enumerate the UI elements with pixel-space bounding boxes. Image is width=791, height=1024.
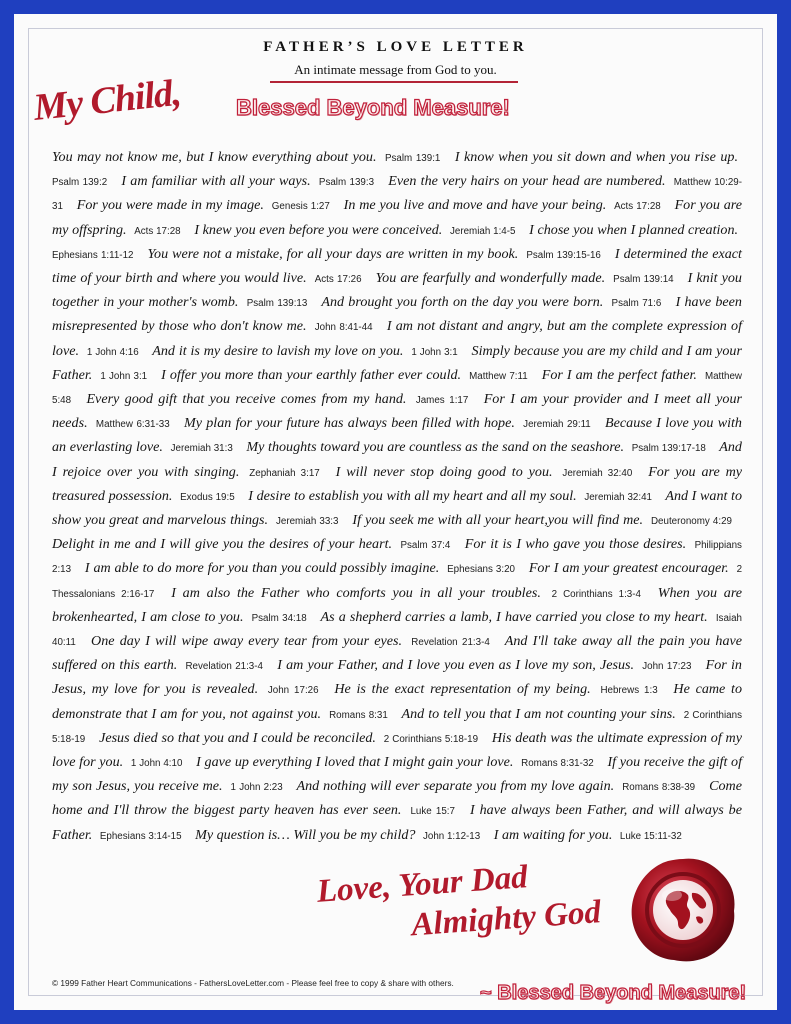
letter-sentence: As a shepherd carries a lamb, I have carried you close to my heart.	[320, 608, 708, 625]
letter-sentence: I gave up everything I loved that I might gain your love.	[196, 754, 514, 771]
letter-sentence: Because I love you with an everlasting love.	[52, 415, 742, 456]
letter-sentence: I will never stop doing good to you.	[335, 463, 553, 480]
scripture-reference: Jeremiah 1:4-5	[449, 225, 516, 237]
copyright-notice: © 1999 Father Heart Communications - FathersLoveLetter.com - Please feel free to copy & share with others.	[52, 978, 454, 988]
scripture-reference: Acts 17:28	[134, 225, 181, 237]
scripture-reference: Deuteronomy 4:29	[650, 516, 732, 528]
closing-line-1: Love, Your Dad	[315, 859, 529, 910]
letter-sentence: Jesus died so that you and I could be reconciled.	[99, 729, 376, 746]
letter-sentence: For you are my offspring.	[52, 197, 742, 238]
letter-sentence: And nothing will ever separate you from my love again.	[296, 778, 615, 795]
scripture-reference: 1 John 4:16	[86, 346, 139, 358]
letter-sentence: Even the very hairs on your head are numbered.	[388, 173, 666, 190]
letter-sentence: His death was the ultimate expression of my love for you.	[52, 729, 742, 771]
scripture-reference: Psalm 139:17-18	[631, 443, 706, 455]
letter-sentence: For you are my treasured possession.	[52, 463, 743, 504]
letter-sentence: For I am the perfect father.	[541, 366, 697, 383]
scripture-reference: Ephesians 3:14-15	[99, 830, 182, 842]
letter-sentence: And I want to show you great and marvelous things.	[52, 487, 742, 529]
letter-sentence: I am familiar with all your ways.	[121, 173, 311, 190]
letter-sentence: For you were made in my image.	[76, 197, 264, 214]
letter-sentence: And I rejoice over you with singing.	[52, 439, 742, 480]
scripture-reference: Ephesians 3:20	[447, 564, 515, 576]
scripture-reference: Psalm 34:18	[251, 612, 307, 624]
letter-sentence: If you receive the gift of my son Jesus, you receive me.	[52, 754, 743, 795]
scripture-reference: Revelation 21:3-4	[185, 661, 263, 673]
scripture-reference: Romans 8:38-39	[622, 782, 696, 794]
scripture-reference: John 8:41-44	[314, 322, 373, 334]
letter-sentence: I offer you more than your earthly father ever could.	[161, 366, 462, 383]
scripture-reference: Matthew 6:31-33	[95, 419, 170, 431]
scripture-reference: 2 Corinthians 5:18-19	[383, 733, 479, 745]
letter-sentence: For I am your greatest encourager.	[528, 560, 729, 577]
letter-sentence: In me you live and move and have your being.	[343, 197, 607, 214]
scripture-reference: Jeremiah 32:41	[584, 491, 652, 503]
scripture-reference: Exodus 19:5	[180, 491, 235, 503]
letter-sentence: I have been misrepresented by those who don't know me.	[52, 294, 742, 335]
letter-sentence: Simply because you are my child and I am your Father.	[52, 342, 742, 383]
letter-sentence: Delight in me and I will give you the desires of your heart.	[52, 536, 393, 553]
scripture-reference: Psalm 139:1	[384, 153, 441, 164]
letter-sentence: I am not distant and angry, but am the complete expression of love.	[52, 318, 743, 359]
letter-sentence: For it is I who gave you those desires.	[464, 536, 687, 553]
scripture-reference: Philippians 2:13	[52, 540, 742, 576]
scripture-reference: Psalm 37:4	[400, 540, 451, 552]
scripture-reference: Romans 8:31-32	[521, 758, 594, 770]
letter-sentence: You may not know me, but I know everything about you.	[52, 149, 377, 165]
scripture-reference: 1 John 4:10	[130, 758, 183, 770]
greeting: My Child,	[31, 71, 183, 130]
scripture-reference: Luke 15:7	[410, 806, 455, 818]
letter-sentence: My plan for your future has always been filled with hope.	[183, 415, 515, 432]
watermark-top: Blessed Beyond Measure!	[236, 95, 510, 120]
letter-sentence: I chose you when I planned creation.	[529, 221, 739, 238]
scripture-reference: Matthew 5:48	[52, 370, 742, 407]
letter-sentence: Come home and I'll throw the biggest party heaven has ever seen.	[52, 778, 742, 819]
scripture-reference: Psalm 139:3	[318, 177, 375, 189]
letter-sentence: If you seek me with all your heart,you will find me.	[352, 512, 644, 529]
scripture-reference: Ephesians 1:11-12	[52, 249, 134, 261]
scripture-reference: 1 John 2:23	[230, 782, 283, 794]
page-title: FATHER’S LOVE LETTER	[263, 39, 528, 55]
letter-sentence: I knit you together in your mother's womb.	[52, 270, 742, 311]
letter-sentence: I am your Father, and I love you even as I love my son, Jesus.	[277, 657, 635, 674]
scripture-reference: John 1:12-13	[423, 830, 481, 842]
closing-line-2: Almighty God	[410, 894, 603, 944]
scripture-reference: Matthew 10:29-31	[52, 177, 742, 213]
letter-sentence: I desire to establish you with all my heart and all my soul.	[248, 487, 577, 504]
page-subtitle: An intimate message from God to you.	[294, 62, 497, 77]
scripture-reference: Jeremiah 31:3	[170, 443, 233, 455]
letter-sentence: I have always been Father, and will always be Father.	[52, 802, 742, 843]
scripture-reference: Matthew 7:11	[469, 370, 528, 382]
letter-sentence: You were not a mistake, for all your days are written in my book.	[147, 245, 519, 262]
letter-sentence: And it is my desire to lavish my love on you.	[152, 342, 404, 359]
letter-sentence: My question is… Will you be my child?	[195, 826, 416, 843]
watermark-bottom: ~ Blessed Beyond Measure!	[480, 982, 747, 1004]
letter-sentence: He is the exact representation of my being.	[334, 681, 591, 698]
scripture-reference: John 17:23	[642, 661, 692, 673]
scripture-reference: Jeremiah 29:11	[523, 419, 591, 431]
letter-sentence: Every good gift that you receive comes from my hand.	[86, 391, 407, 408]
scripture-reference: 1 John 3:1	[100, 370, 148, 382]
scripture-reference: Psalm 71:6	[611, 298, 662, 310]
scripture-reference: Psalm 139:2	[52, 177, 108, 189]
scripture-reference: Jeremiah 32:40	[562, 467, 633, 479]
scripture-reference: Genesis 1:27	[271, 201, 330, 213]
scripture-reference: 1 John 3:1	[411, 346, 458, 358]
globe-wax-seal-icon	[628, 855, 738, 965]
scripture-reference: Psalm 139:15-16	[526, 249, 601, 261]
scripture-reference: Psalm 139:13	[246, 298, 308, 310]
scripture-reference: Zephaniah 3:17	[249, 467, 320, 479]
letter-sentence: And to tell you that I am not counting your sins.	[401, 705, 676, 722]
letter-sentence: When you are brokenhearted, I am close to you.	[52, 584, 743, 625]
letter-body	[52, 146, 742, 848]
letter-sentence: And I'll take away all the pain you have suffered on this earth.	[52, 633, 742, 674]
scripture-reference: Acts 17:26	[314, 274, 362, 286]
scripture-reference: Isaiah 40:11	[52, 612, 742, 649]
letter-sentence: For I am your provider and I meet all your needs.	[52, 391, 742, 432]
letter-sentence: One day I will wipe away every tear from your eyes.	[91, 633, 403, 650]
scripture-reference: Revelation 21:3-4	[411, 637, 490, 649]
scripture-reference: Romans 8:31	[329, 709, 388, 721]
scripture-reference: 2 Corinthians 5:18-19	[52, 709, 742, 745]
scripture-reference: Jeremiah 33:3	[275, 516, 339, 528]
scripture-reference: John 17:26	[267, 685, 319, 697]
letter-sentence: My thoughts toward you are countless as the sand on the seashore.	[246, 439, 625, 456]
scripture-reference: Psalm 139:14	[613, 274, 674, 286]
letter-sentence: For in Jesus, my love for you is revealed.	[52, 657, 742, 698]
scripture-reference: James 1:17	[415, 395, 469, 407]
scripture-reference: Hebrews 1:3	[600, 685, 658, 697]
scripture-reference: 2 Corinthians 1:3-4	[551, 588, 641, 600]
subtitle-underline	[270, 81, 518, 83]
letter-sentence: And brought you forth on the day you were born.	[321, 294, 604, 311]
letter-sentence: I know when you sit down and when you rise up.	[454, 149, 739, 165]
letter-sentence: I am able to do more for you than you could possibly imagine.	[84, 560, 440, 577]
letter-sentence: He came to demonstrate that I am for you, not against you.	[52, 681, 743, 722]
scripture-reference: Acts 17:28	[614, 201, 661, 213]
scripture-reference: Luke 15:11-32	[619, 830, 682, 842]
scripture-reference: 2 Thessalonians 2:16-17	[52, 564, 743, 600]
letter-sentence: I knew you even before you were conceived.	[194, 221, 443, 238]
letter-sentence: You are fearfully and wonderfully made.	[375, 270, 606, 287]
letter-sentence: I am waiting for you.	[493, 826, 613, 843]
letter-sentence: I am also the Father who comforts you in all your troubles.	[171, 584, 541, 601]
letter-sentence: I determined the exact time of your birth and where you would live.	[52, 245, 742, 287]
